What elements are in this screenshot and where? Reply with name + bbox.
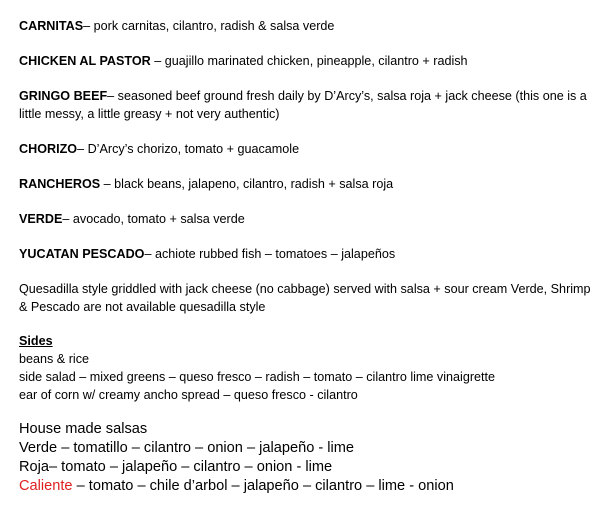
sides-heading: Sides bbox=[19, 334, 53, 348]
salsa-item-verde bbox=[19, 439, 354, 458]
quesadilla-note: Quesadilla style griddled with jack cheese (no cabbage) served with salsa + sour cream Verde, Shrimp & Pescado are not available quesadilla style bbox=[19, 282, 591, 314]
side-item: ear of corn w/ creamy ancho spread – queso fresco - cilantro bbox=[19, 388, 358, 402]
menu-item-description: – guajillo marinated chicken, pineapple, cilantro + radish bbox=[150, 54, 468, 68]
menu-item-name: GRINGO BEEF bbox=[19, 89, 108, 103]
menu-item-name: YUCATAN PESCADO bbox=[19, 247, 145, 261]
menu-item-name: CARNITAS bbox=[19, 19, 84, 33]
side-item: side salad – mixed greens – queso fresco – radish – tomato – cilantro lime vinaigrette bbox=[19, 370, 496, 384]
menu-item-carnitas bbox=[19, 17, 334, 35]
salsa-item-roja bbox=[19, 458, 332, 477]
salsa-description: – tomato – chile d’arbol – jalapeño – cilantro – lime - onion bbox=[72, 478, 454, 494]
menu-item-yucatan-pescado bbox=[19, 245, 395, 263]
menu-item-name: RANCHEROS bbox=[19, 177, 101, 191]
menu-item-name: VERDE bbox=[19, 212, 63, 226]
menu-item-description: – seasoned beef ground fresh daily by D’Arcy’s, salsa roja + jack cheese (this one is a little messy, a little greasy + not very authentic) bbox=[19, 89, 587, 121]
menu-item-description: – avocado, tomato + salsa verde bbox=[62, 212, 245, 226]
salsas-heading: House made salsas bbox=[19, 421, 148, 437]
salsa-name-caliente: Caliente bbox=[19, 478, 73, 494]
salsa-name: Roja bbox=[19, 459, 50, 475]
salsa-item-caliente bbox=[19, 477, 454, 496]
salsa-description: – tomatillo – cilantro – onion – jalapeño - lime bbox=[57, 440, 355, 456]
menu-item-description: – D’Arcy’s chorizo, tomato + guacamole bbox=[77, 142, 300, 156]
salsa-description: – tomato – jalapeño – cilantro – onion - lime bbox=[49, 459, 333, 475]
menu-item-chorizo bbox=[19, 140, 299, 158]
menu-item-chicken-al-pastor bbox=[19, 52, 468, 70]
menu-item-verde bbox=[19, 210, 245, 228]
menu-item-description: – black beans, jalapeno, cilantro, radish + salsa roja bbox=[100, 177, 394, 191]
side-item: beans & rice bbox=[19, 352, 90, 366]
menu-item-description: – pork carnitas, cilantro, radish & salsa verde bbox=[83, 19, 335, 33]
menu-item-gringo-beef bbox=[19, 87, 594, 123]
menu-item-name: CHICKEN AL PASTOR bbox=[19, 54, 151, 68]
menu-item-description: – achiote rubbed fish – tomatoes – jalapeños bbox=[144, 247, 396, 261]
menu-item-name: CHORIZO bbox=[19, 142, 78, 156]
salsa-name: Verde bbox=[19, 440, 58, 456]
menu-item-rancheros bbox=[19, 175, 393, 193]
